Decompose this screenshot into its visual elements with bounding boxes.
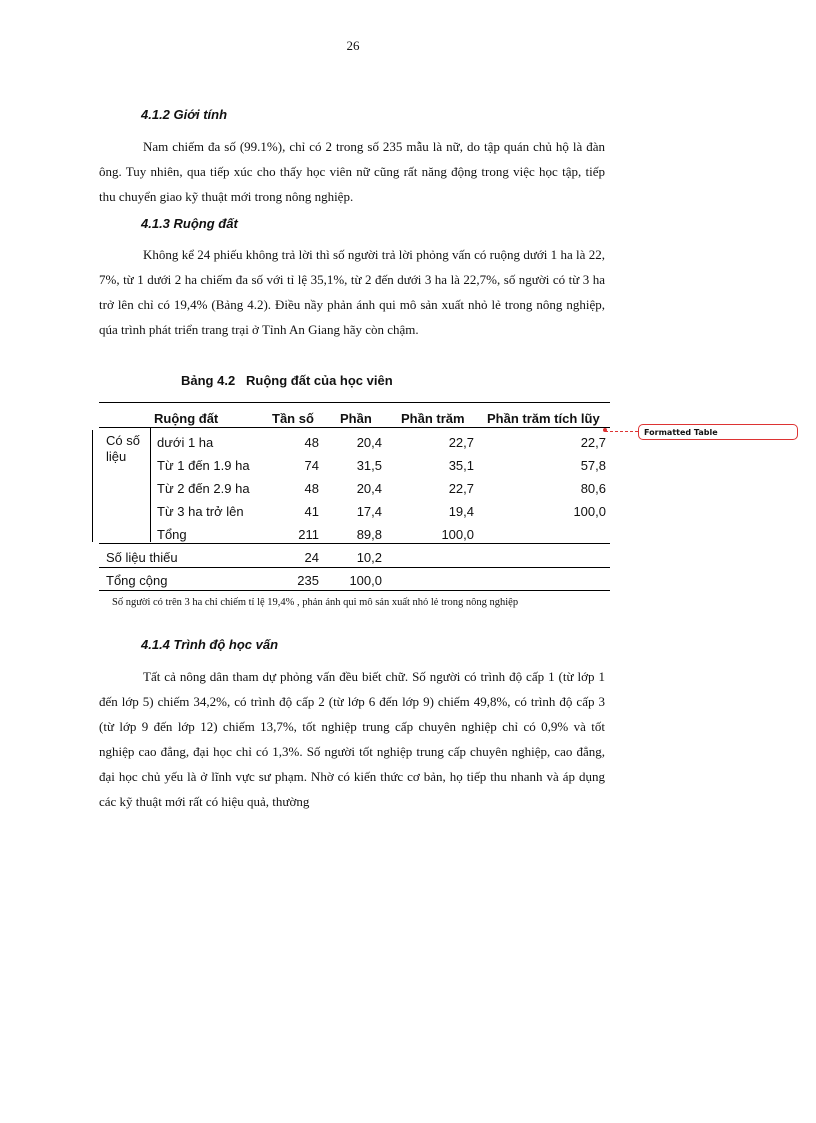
row-percent: 89,8 — [356, 527, 382, 542]
missing-percent: 10,2 — [356, 550, 382, 565]
row-cumulative-percent: 100,0 — [573, 504, 606, 519]
table-note: Số người có trên 3 ha chỉ chiếm tỉ lệ 19,4% , phản ánh qui mô sản xuất nhỏ lẻ trong nông nghiệp — [112, 597, 519, 608]
table-bottom-rule — [99, 590, 610, 591]
row-label: Tổng — [157, 527, 187, 542]
row-cumulative-percent: 80,6 — [580, 481, 606, 496]
missing-label: Số liệu thiếu — [106, 550, 178, 565]
page-number: 26 — [346, 38, 360, 53]
table-caption: Bảng 4.2 Ruộng đất của học viên — [181, 373, 393, 388]
table-column-separator — [150, 428, 151, 542]
row-valid-percent: 22,7 — [448, 435, 474, 450]
row-frequency: 48 — [304, 435, 319, 450]
header-land: Ruộng đất — [154, 411, 219, 426]
row-frequency: 74 — [304, 458, 319, 473]
group-label: Có số — [106, 433, 140, 448]
row-valid-percent: 100,0 — [441, 527, 474, 542]
header-cumulative-percent: Phần trăm tích lũy — [487, 411, 600, 426]
row-valid-percent: 35,1 — [448, 458, 474, 473]
row-cumulative-percent: 57,8 — [580, 458, 606, 473]
total-frequency: 235 — [297, 573, 319, 588]
header-percent: Phần — [340, 411, 372, 426]
row-valid-percent: 19,4 — [448, 504, 474, 519]
section-heading-gender: 4.1.2 Giới tính — [141, 107, 228, 122]
paragraph-education: Tất cả nông dân tham dự phỏng vấn đều biết chữ. Số người có trình độ cấp 1 (từ lớp 1 đến lớp 5) chiếm 34,2%, có trình độ cấp 2 (từ lớp 6 đến lớp 9) chiếm 49,8%, có trình độ cấp 3 (từ lớp 9 đến lớp 12) chiếm 13,7%, tốt nghiệp trung cấp chuyên nghiệp chỉ có 0,9% và tốt nghiệp cao đẳng, đại học chỉ có 1,3%. Số người tốt nghiệp trung cấp chuyên nghiệp, cao đẳng, đại học chủ yếu là ở lĩnh vực sư phạm. Nhờ có kiến thức cơ bản, họ tiếp thu nhanh và áp dụng các kỹ thuật mới rất có hiệu quả, thường — [99, 669, 605, 809]
group-label-cont: liệu — [106, 449, 127, 464]
header-valid-percent: Phần trăm — [401, 411, 465, 426]
row-percent: 20,4 — [356, 435, 382, 450]
row-label: dưới 1 ha — [157, 435, 214, 450]
total-percent: 100,0 — [349, 573, 382, 588]
row-percent: 20,4 — [356, 481, 382, 496]
formatting-comment-balloon[interactable]: Formatted Table — [638, 424, 798, 440]
missing-frequency: 24 — [304, 550, 319, 565]
row-valid-percent: 22,7 — [448, 481, 474, 496]
table-header-rule — [99, 427, 610, 428]
row-frequency: 48 — [304, 481, 319, 496]
total-label: Tổng cộng — [106, 573, 168, 588]
table-top-rule — [99, 402, 610, 403]
row-frequency: 41 — [304, 504, 319, 519]
table-missing-rule — [99, 567, 610, 568]
row-label: Từ 3 ha trở lên — [157, 504, 244, 519]
table-subtotal-rule — [99, 543, 610, 544]
table-left-border — [92, 430, 93, 542]
row-percent: 31,5 — [356, 458, 382, 473]
row-label: Từ 2 đến 2.9 ha — [157, 481, 250, 496]
row-label: Từ 1 đến 1.9 ha — [157, 458, 250, 473]
section-heading-land: 4.1.3 Ruộng đất — [141, 216, 238, 231]
section-heading-education: 4.1.4 Trình độ học vấn — [141, 637, 279, 652]
row-percent: 17,4 — [356, 504, 382, 519]
header-frequency: Tần số — [272, 411, 314, 426]
comment-connector — [605, 431, 638, 432]
paragraph-land: Không kể 24 phiếu không trả lời thì số người trả lời phỏng vấn có ruộng dưới 1 ha là 22, 7%, từ 1 dưới 2 ha chiếm đa số với tỉ lệ 35,1%, từ 2 đến dưới 3 ha là 22,7%, số người có từ 3 ha trở lên chỉ có 19,4% (Bảng 4.2). Điều nầy phản ánh qui mô sản xuất nhỏ lẻ trong nông nghiệp, qúa trình phát triển trang trại ở Tỉnh An Giang hãy còn chậm. — [99, 247, 605, 337]
row-cumulative-percent: 22,7 — [580, 435, 606, 450]
row-frequency: 211 — [298, 527, 319, 542]
paragraph-gender: Nam chiếm đa số (99.1%), chỉ có 2 trong số 235 mẫu là nữ, do tập quán chủ hộ là đàn ông. Tuy nhiên, qua tiếp xúc cho thấy học viên nữ cũng rất năng động trong việc học tập, tiếp thu chuyển giao kỹ thuật mới trong nông nghiệp. — [99, 139, 605, 204]
